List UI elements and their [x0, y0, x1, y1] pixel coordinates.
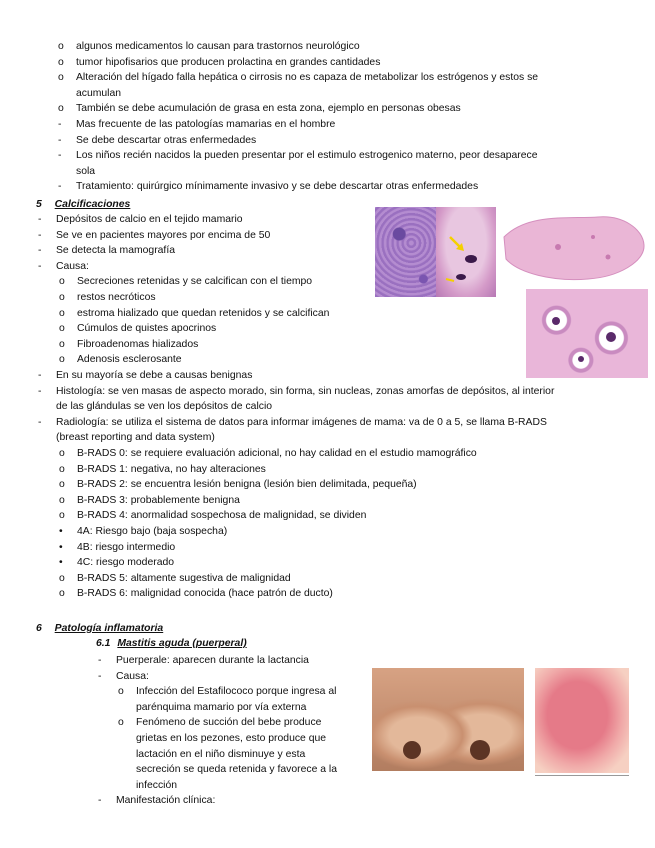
arrow-icon	[436, 207, 496, 297]
histology-image-3	[498, 207, 648, 289]
section-title: Calcificaciones	[54, 199, 131, 210]
tissue-section-icon	[498, 207, 648, 289]
section-number: 5	[36, 199, 42, 210]
clinical-photo-mastitis-1	[372, 668, 524, 771]
calcification-icon	[526, 289, 648, 378]
clinical-photo-mastitis-2	[535, 668, 629, 773]
nipple-icon	[372, 668, 524, 771]
section-title: Mastitis aguda (puerperal)	[117, 638, 247, 649]
section-number: 6.1	[96, 638, 111, 649]
section-number: 6	[36, 623, 42, 634]
histology-image-4	[526, 289, 648, 378]
section-5-heading	[36, 198, 130, 211]
divider	[535, 775, 629, 776]
section-title: Patología inflamatoria	[54, 623, 164, 634]
histology-image-2	[436, 207, 496, 297]
section-6-1-heading	[96, 637, 247, 650]
section-6-heading	[36, 622, 163, 635]
